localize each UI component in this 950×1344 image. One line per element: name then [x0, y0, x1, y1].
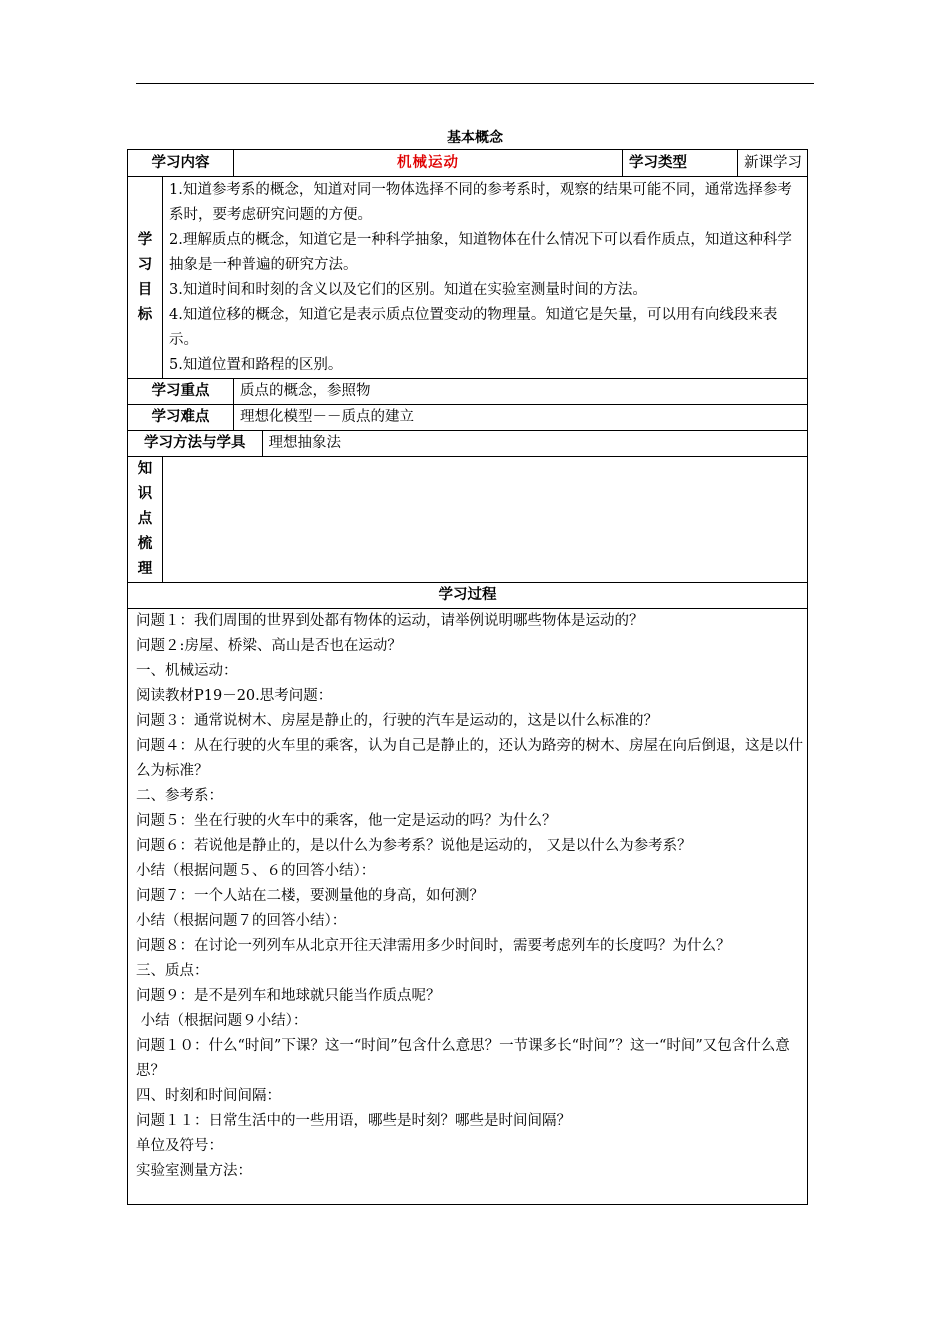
- knowledge-row: [128, 457, 808, 583]
- process-line: 四、时刻和时间间隔：: [136, 1088, 281, 1104]
- process-line: 问题１０：什么“时间”下课？这一“时间”包含什么意思？一节课多长“时间”？这一“时间”又包含什么意思？: [136, 1038, 790, 1079]
- difficulty-value: 理想化模型－－质点的建立: [234, 405, 808, 431]
- goals-list: [163, 177, 808, 379]
- method-row: [128, 431, 808, 457]
- process-line: 问题３：通常说树木、房屋是静止的，行驶的汽车是运动的，这是以什么标准的？: [136, 713, 658, 729]
- knowledge-label: 知 识 点 梳 理: [128, 457, 163, 583]
- goals-label: 学 习 目 标: [128, 177, 163, 379]
- process-header: 学习过程: [128, 583, 808, 609]
- process-line: 问题２:房屋、桥梁、高山是否也在运动？: [136, 638, 402, 654]
- type-label: 学习类型: [623, 150, 738, 177]
- goal-item: 5.知道位置和路程的区别。: [169, 357, 343, 373]
- process-line: 问题８：在讨论一列列车从北京开往天津需用多少时间时，需要考虑列车的长度吗？为什么？: [136, 938, 731, 954]
- process-line: 问题１：我们周围的世界到处都有物体的运动，请举例说明哪些物体是运动的？: [136, 613, 644, 629]
- process-line: 问题９：是不是列车和地球就只能当作质点呢？: [136, 988, 441, 1004]
- process-line: 小结（根据问题９小结）：: [136, 1013, 308, 1029]
- goal-item: 3.知道时间和时刻的含义以及它们的区别。知道在实验室测量时间的方法。: [169, 282, 647, 298]
- content-row: [128, 150, 808, 177]
- process-line: 二、参考系：: [136, 788, 223, 804]
- type-value: 新课学习: [738, 150, 808, 177]
- goal-item: 2.理解质点的概念，知道它是一种科学抽象，知道物体在什么情况下可以看作质点，知道这种科学抽象是一种普遍的研究方法。: [169, 232, 792, 273]
- process-line: 单位及符号：: [136, 1138, 223, 1154]
- process-header-row: [128, 583, 808, 609]
- process-line: 实验室测量方法：: [136, 1163, 252, 1179]
- difficulty-row: [128, 405, 808, 431]
- process-line: 问题１１：日常生活中的一些用语，哪些是时刻？哪些是时间间隔？: [136, 1113, 571, 1129]
- process-line: 问题４：从在行驶的火车里的乘客，认为自己是静止的，还认为路旁的树木、房屋在向后倒退，这是以什么为标准？: [136, 738, 803, 779]
- lesson-plan-table: [127, 149, 808, 1205]
- focus-row: [128, 379, 808, 405]
- difficulty-label: 学习难点: [128, 405, 234, 431]
- goal-item: 4.知道位移的概念，知道它是表示质点位置变动的物理量。知道它是矢量，可以用有向线段来表示。: [169, 307, 778, 348]
- process-line: 问题６：若说他是静止的，是以什么为参考系？说他是运动的， 又是以什么为参考系？: [136, 838, 692, 854]
- knowledge-area: [163, 457, 808, 583]
- process-content: [128, 609, 808, 1205]
- method-value: 理想抽象法: [268, 435, 341, 451]
- header-rule: [136, 83, 814, 84]
- document-title: 基本概念: [447, 130, 503, 146]
- process-line: 问题５：坐在行驶的火车中的乘客，他一定是运动的吗？为什么？: [136, 813, 557, 829]
- process-line: 小结（根据问题７的回答小结）：: [136, 913, 347, 929]
- process-line: 三、质点：: [136, 963, 209, 979]
- goal-item: 1.知道参考系的概念，知道对同一物体选择不同的参考系时，观察的结果可能不同，通常选择参考系时，要考虑研究问题的方便。: [169, 182, 792, 223]
- process-line: 阅读教材P19－20.思考问题：: [136, 688, 333, 704]
- focus-label: 学习重点: [128, 379, 234, 405]
- process-line: 小结（根据问题５、６的回答小结）：: [136, 863, 376, 879]
- process-line: 问题７：一个人站在二楼，要测量他的身高，如何测？: [136, 888, 484, 904]
- method-label: 学习方法与学具: [128, 431, 262, 456]
- process-line: 一、机械运动：: [136, 663, 238, 679]
- content-label: 学习内容: [128, 150, 234, 177]
- goals-row: [128, 177, 808, 379]
- focus-value: 质点的概念，参照物: [234, 379, 808, 405]
- process-row: [128, 609, 808, 1205]
- topic-title: 机械运动: [234, 150, 623, 177]
